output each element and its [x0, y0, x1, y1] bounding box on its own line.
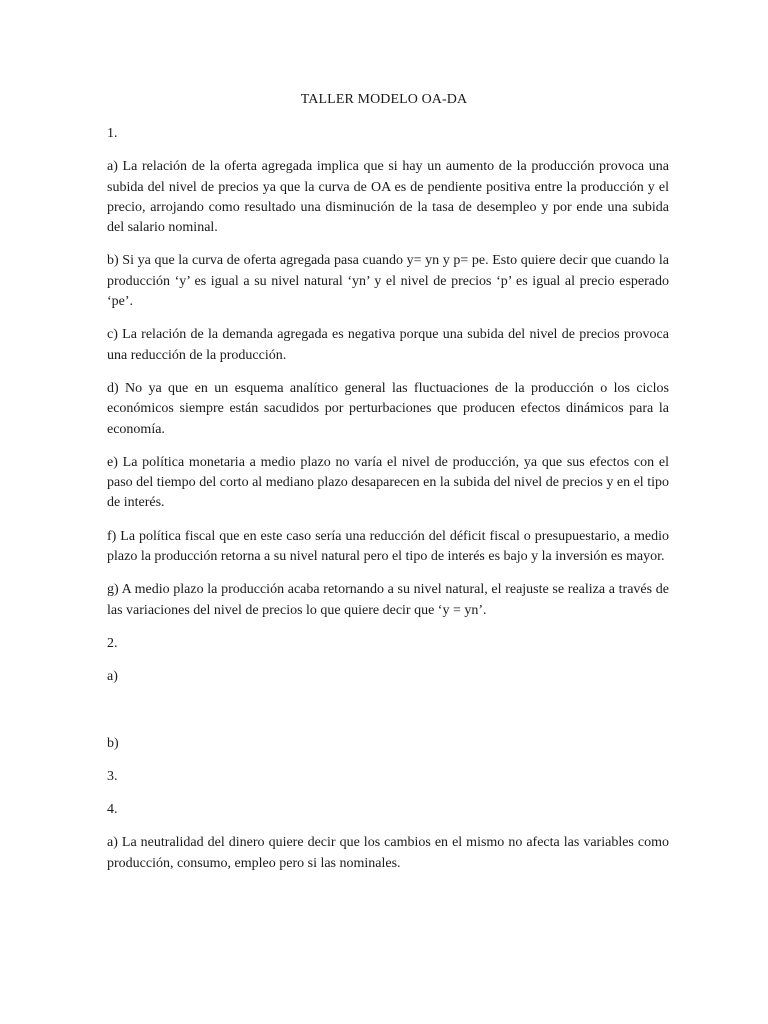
answer-2b: b) [107, 735, 119, 751]
answer-1a: a) La relación de la oferta agregada implica que si hay un aumento de la producción provoca una subida del nivel de precios ya que la curva de OA es de pendiente positiva entre la producción y el precio, arrojando como resultado una disminución de la tasa de desempleo y por ende una subida del salario nominal. [107, 159, 669, 236]
question-3-number: 3. [107, 768, 118, 784]
answer-4a: a) La neutralidad del dinero quiere decir que los cambios en el mismo no afecta las variables como producción, consumo, empleo pero si las nominales. [107, 835, 669, 871]
answer-1g: g) A medio plazo la producción acaba retornando a su nivel natural, el reajuste se realiza a través de las variaciones del nivel de precios lo que quiere decir que ‘y = yn’. [107, 582, 669, 618]
document-title: TALLER MODELO OA-DA [300, 92, 468, 107]
question-1-number: 1. [107, 126, 118, 141]
answer-1b: b) Si ya que la curva de oferta agregada pasa cuando y= yn y p= pe. Esto quiere decir que cuando la producción ‘y’ es igual a su nivel natural ‘yn’ y el nivel de precios ‘p’ es igual al precio esperado ‘pe’. [107, 253, 669, 310]
question-4-number: 4. [107, 802, 118, 818]
answer-1c: c) La relación de la demanda agregada es negativa porque una subida del nivel de precios provoca una reducción de la producción. [107, 327, 669, 363]
answer-1d: d) No ya que en un esquema analítico general las fluctuaciones de la producción o los ciclos económicos siempre están sacudidos por perturbaciones que producen efectos dinámicos para la economía. [107, 380, 669, 437]
document-body [107, 124, 669, 887]
answer-1f: f) La política fiscal que en este caso sería una reducción del déficit fiscal o presupuestario, a medio plazo la producción retorna a su nivel natural pero el tipo de interés es bajo y la inversión es mayor. [107, 528, 669, 565]
answer-2a: a) [107, 669, 118, 685]
question-2-number: 2. [107, 635, 118, 651]
answer-1e: e) La política monetaria a medio plazo no varía el nivel de producción, ya que sus efectos con el paso del tiempo del corto al mediano plazo desaparecen en la subida del nivel de precios y en el tipo de interés. [107, 454, 669, 511]
